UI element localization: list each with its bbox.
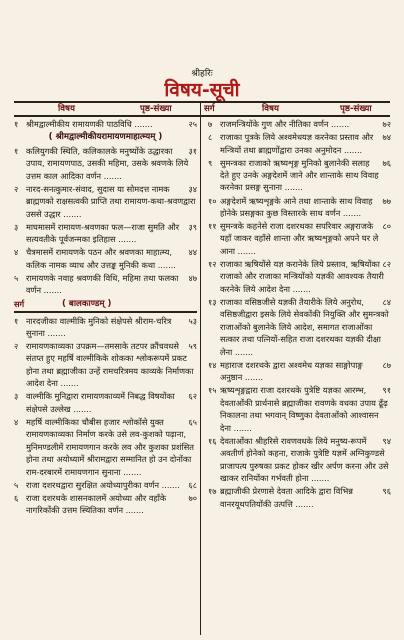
entry-text: राजाका ऋषियोंसे यज्ञ करानेके लिये प्रस्ताव, ऋषियोंका राजाको और राजाका मन्त्रियोंको यज्ञकी आवश्यक तैयारी करनेके लिये आदेश देना: [220, 258, 384, 294]
entry-number: ४: [14, 247, 19, 258]
entry-number: १: [14, 145, 19, 156]
entry-page: ३९: [188, 221, 197, 232]
entry-page: ९४: [382, 435, 391, 446]
toc-entry: [14, 479, 197, 491]
leader-dots: .......: [231, 422, 252, 433]
entry-text: सुमन्त्रका राजाको ऋष्यशृङ्ग मुनिको बुलानेकी सलाह देते हुए उनके अङ्गदेशमें जाने और शान्ताके साथ विवाह करनेका प्रसङ्ग सुनाना: [220, 157, 379, 193]
entry-page: ९६: [382, 486, 391, 497]
section-heading-mahatmya: ( श्रीमद्वाल्मीकीयरामायणमाहात्म्यम् ): [48, 132, 163, 143]
entry-number: १५: [208, 385, 217, 396]
entry-number: १४: [208, 359, 217, 370]
toc-entry: [208, 220, 391, 257]
left-group-2: [14, 145, 197, 297]
entry-text: रामायणके नवाह श्रवणकी विधि, महिमा तथा फलका वर्णन: [26, 272, 179, 296]
entry-page: ८७: [382, 359, 391, 370]
entry-text: सुमन्त्रके कहनेसे राजा दशरथका सपरिवार अङ्गराजके यहाँ जाकर वहाँसे शान्ता और ऋष्यशृङ्गको अपने घर ले आना: [220, 221, 379, 256]
sarga-label: सर्ग: [14, 299, 25, 310]
entry-page: ७२: [382, 119, 391, 129]
entry-number: ८: [208, 132, 213, 143]
leader-dots: .......: [341, 144, 363, 155]
leader-dots: .......: [101, 170, 122, 181]
toc-entry: [208, 157, 391, 194]
right-column: [208, 118, 391, 511]
entry-number: ५: [14, 479, 19, 490]
entry-number: ९: [208, 157, 213, 168]
entry-text: राजाका वसिष्ठजीसे यज्ञकी तैयारीके लिये अनुरोध, वसिष्ठजीद्वारा इसके लिये सेवकोंकी नियुक्ति और सुमन्त्रको राजाओंको बुलानेके लिये आदेश, समागत राजाओंका सत्कार तथा पत्नियों-सहित राजा दशरथका यज्ञकी दीक्षा लेना: [220, 296, 389, 357]
entry-page: ८२: [382, 258, 391, 269]
section-heading-balakanda: ( बालकाण्डम् ): [62, 299, 112, 310]
leader-dots: .......: [115, 234, 137, 245]
entry-text: श्रीमद्वाल्मीकीय रामायणकी पाठविधि: [26, 119, 132, 129]
entry-number: ३: [14, 391, 19, 402]
leader-dots: .......: [159, 479, 180, 490]
leader-dots: .......: [57, 378, 79, 389]
entry-number: १३: [208, 296, 217, 307]
entry-page: ७७: [382, 195, 391, 206]
toc-entry: [208, 384, 391, 434]
leader-dots: .......: [123, 505, 144, 516]
entry-number: १२: [208, 258, 217, 269]
header-rule: [14, 115, 390, 117]
entry-page: ८०: [382, 221, 391, 231]
entry-number: ७: [208, 119, 213, 129]
left-page-heading: पृष्ठ-संख्या: [140, 104, 172, 114]
entry-number: ५: [14, 272, 19, 283]
entry-page: ३४: [188, 183, 197, 194]
entry-text: देवताओंका श्रीहरिसे रावणवधके लिये मनुष्य-रूपमें अवतीर्ण होनेको कहना, राजाके पुत्रेष्टि यज्ञमें अग्निकुण्डसे प्राजापत्य पुरुषका प्रकट होकर खीर अर्पण करना और उसे खाकर रानियोंका गर्भवती होना: [220, 435, 389, 484]
leader-dots: .......: [340, 207, 362, 218]
right-group: [208, 118, 391, 510]
leader-dots: .......: [328, 119, 350, 129]
entry-text: राजमन्त्रियोंके गुण और नीतिका वर्णन: [220, 119, 329, 129]
toc-entry: [208, 118, 391, 130]
toc-entry: [208, 258, 391, 295]
balakanda-heading-row: [14, 297, 197, 311]
entry-number: १६: [208, 435, 217, 446]
entry-number: १: [14, 119, 19, 129]
page-title: विषय-सूची: [164, 79, 240, 101]
toc-entry: [14, 416, 197, 478]
left-subject-heading: विषय: [58, 104, 75, 114]
entry-number: १७: [208, 486, 217, 497]
toc-entry: [14, 390, 197, 415]
entry-page: ६८: [188, 479, 197, 490]
leader-dots: .......: [282, 182, 303, 193]
entry-number: ११: [208, 221, 217, 231]
entry-text: राजाका पुत्रके लिये अश्वमेधयज्ञ करनेका प्रस्ताव और मन्त्रियों तथा ब्राह्मणोंद्वारा उनका अनुमोदन: [220, 132, 374, 155]
leader-dots: .......: [120, 466, 142, 477]
column-divider: [200, 101, 201, 635]
left-group-3: [14, 315, 197, 517]
entry-page: ६५: [188, 416, 197, 427]
leader-dots: .......: [70, 403, 92, 414]
leader-dots: .......: [155, 259, 176, 270]
entry-text: नारद-सनत्कुमार-संवाद, सुदास या सोमदत्त नामक ब्राह्मणको राक्षसत्वकी प्राप्ति तथा रामायण-कथा-श्रवणद्वारा उससे उद्धार: [26, 183, 196, 219]
entry-text: ब्रह्माजीकी प्रेरणासे देवता आदिके द्वारा विभिन्न वानरयूथपतियोंकी उत्पत्ति: [220, 486, 353, 509]
entry-text: महाराज दशरथके द्वारा अश्वमेध यज्ञका साङ्गोपाङ्ग अनुष्ठान: [220, 359, 363, 383]
entry-text: ऋष्यशृङ्गद्वारा राजा दशरथके पुत्रेष्टि यज्ञका आरम्भ, देवताओंकी प्रार्थनासे ब्रह्माजीका रावणके वधका उपाय ढूँढ़ निकालना तथा भगवान् विष्णुका देवताओंको आश्वासन देना: [220, 385, 388, 433]
leader-dots: .......: [290, 283, 311, 294]
entry-page: ४४: [188, 247, 197, 258]
entry-page: ६२: [188, 391, 197, 402]
leader-dots: .......: [60, 208, 82, 219]
entry-number: १: [14, 315, 19, 326]
balakanda-rule: [14, 311, 197, 312]
entry-page: ५३: [188, 315, 197, 326]
entry-text: वाल्मीकि मुनिद्वारा रामायणकाव्यमें निबद्ध विषयोंका संक्षेपसे उल्लेख: [26, 391, 175, 414]
toc-entry: [208, 131, 391, 156]
toc-entry: [14, 492, 197, 517]
left-column: [14, 118, 197, 517]
leader-dots: .......: [235, 245, 256, 256]
entry-text: महर्षि वाल्मीकिका चौबीस हजार श्लोकोंसे युक्त रामायणकाव्यका निर्माण करके उसे लव-कुशको पढ़ाना, मुनिमण्डलीमें रामायणगान करके लव और कुशका प्रशंसित होना तथा अयोध्यामें श्रीरामद्वारा सम्मानित हो उन दोनोंका राम-दरबारमें रामायणगान सुनाना: [26, 416, 194, 477]
entry-page: ५९: [188, 341, 197, 351]
entry-page: ९१: [382, 385, 391, 396]
leader-dots: .......: [41, 285, 62, 296]
entry-page: ४७: [188, 272, 197, 283]
entry-text: माघमासमें रामायण-श्रवणका फल—राजा सुमति और सत्यवतीके पूर्वजन्मका इतिहास: [26, 221, 180, 245]
entry-page: ८४: [382, 296, 391, 307]
entry-number: ३: [14, 221, 19, 232]
leader-dots: .......: [232, 346, 254, 357]
toc-entry: [208, 195, 391, 220]
entry-page: २५: [188, 119, 197, 129]
leader-dots: .......: [242, 372, 264, 383]
entry-text: राजा दशरथद्वारा सुरक्षित अयोध्यापुरीका वर्णन: [26, 479, 160, 490]
entry-text: नारदजीका वाल्मीकि मुनिको संक्षेपसे श्रीराम-चरित्र सुनाना: [26, 315, 172, 338]
entry-text: अङ्गदेशमें ऋष्यशृङ्गके आने तथा शान्ताके साथ विवाह होनेके प्रसङ्गका कुछ विस्तारके साथ वर्णन: [220, 195, 373, 218]
entry-page: ७४: [382, 132, 391, 143]
entry-page: ७०: [188, 492, 197, 503]
invocation: श्रीहरिः: [191, 69, 213, 79]
leader-dots: .......: [308, 473, 330, 484]
entry-number: २: [14, 341, 19, 351]
entry-number: ६: [14, 492, 19, 503]
entry-page: ३१: [188, 145, 197, 156]
toc-entry: [14, 246, 197, 271]
entry-text: राजा दशरथके शासनकालमें अयोध्या और वहाँके नागरिकोंकी उत्तम स्थितिका वर्णन: [26, 492, 167, 516]
toc-entry: [208, 359, 391, 384]
leader-dots: .......: [44, 327, 66, 338]
entry-text: कलियुगकी स्थिति, कलिकालके मनुष्योंके उद्धारका उपाय, रामायणपाठ, उसकी महिमा, उसके श्रवणके लिये उत्तम काल आदिका वर्णन: [26, 145, 189, 181]
toc-entry: [14, 145, 197, 182]
toc-entry: [208, 435, 391, 485]
entry-number: २: [14, 183, 19, 194]
leader-dots: .......: [131, 119, 153, 129]
toc-entry: [208, 296, 391, 358]
toc-entry: [14, 183, 197, 220]
right-page-heading: पृष्ठ-संख्या: [340, 104, 372, 114]
entry-page: ७६: [382, 157, 391, 168]
entry-text: चैत्रमासमें रामायणके पठन और श्रवणका माहात्म्य, कलिक नामक व्याध और उत्तङ्क मुनिकी कथा: [26, 247, 172, 270]
right-subject-heading: विषय: [262, 104, 279, 114]
toc-entry: [14, 272, 197, 297]
toc-entry: [14, 118, 197, 130]
leader-dots: .......: [292, 498, 314, 509]
entry-number: १०: [208, 195, 217, 206]
right-sarga-heading: सर्ग: [204, 104, 215, 114]
entry-text: रामायणकाव्यका उपक्रम—तमसाके तटपर क्रौंचवधसे संतप्त हुए महर्षि वाल्मीकिके शोकका श्लोकरूपमें प्रकट होना तथा ब्रह्माजीका उन्हें रामचरित्रमय काव्यके निर्माणका आदेश देना: [26, 341, 194, 389]
toc-entry: [14, 315, 197, 340]
toc-entry: [208, 485, 391, 510]
toc-entry: [14, 221, 197, 246]
entry-number: ४: [14, 416, 19, 427]
toc-entry: [14, 340, 197, 390]
left-group-1: [14, 118, 197, 130]
